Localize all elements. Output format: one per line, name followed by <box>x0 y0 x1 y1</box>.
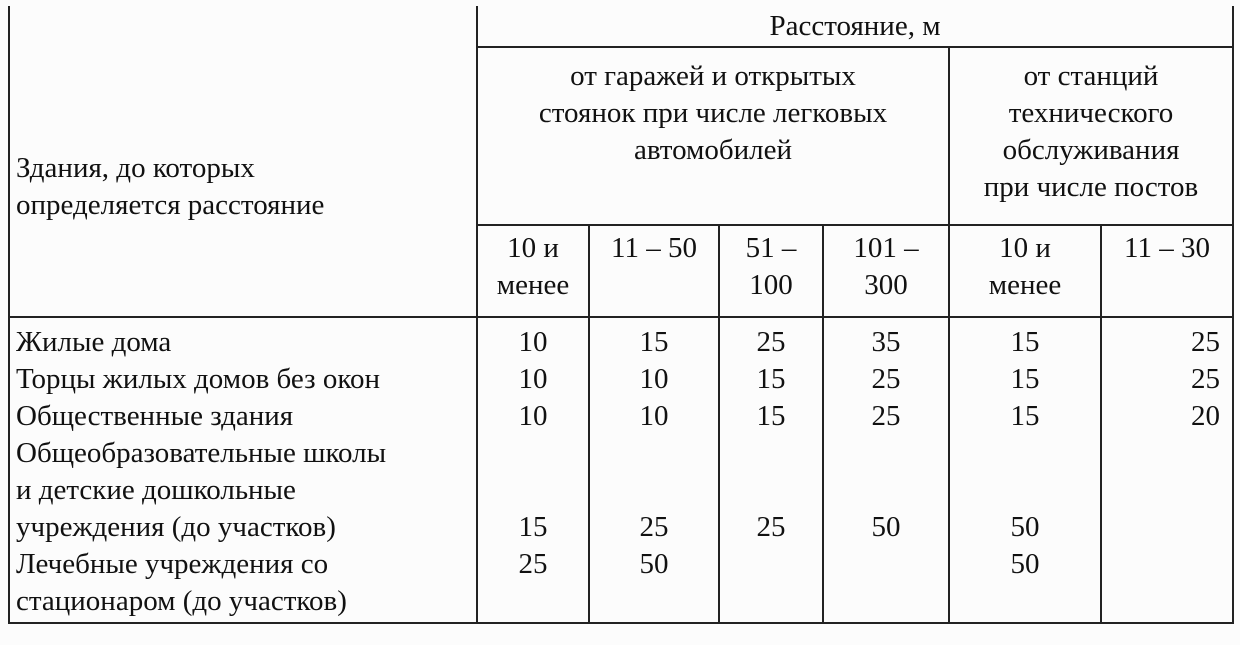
cell: 15 <box>477 435 589 546</box>
subheader-4: 101 – 300 <box>823 225 949 317</box>
subheader-6: 11 – 30 <box>1101 225 1233 317</box>
subheader-2: 11 – 50 <box>589 225 719 317</box>
subheader-3: 51 – 100 <box>719 225 823 317</box>
cell: 25 <box>823 361 949 398</box>
cell: 15 <box>719 361 823 398</box>
cell: 50 <box>823 435 949 546</box>
cell: 10 <box>477 317 589 361</box>
cell: 15 <box>589 317 719 361</box>
row-header-label: Здания, до которых определяется расстояние <box>9 6 477 317</box>
cell: 35 <box>823 317 949 361</box>
cell: 25 <box>589 435 719 546</box>
row-name: Жилые дома <box>9 317 477 361</box>
cell: 15 <box>949 361 1101 398</box>
table-row <box>9 435 1233 546</box>
row-name: Общеобразовательные школы и детские дошкольные учреждения (до участков) <box>9 435 477 546</box>
cell: 25 <box>719 317 823 361</box>
distance-table <box>8 6 1234 624</box>
cell: 50 <box>949 435 1101 546</box>
cell: 10 <box>477 361 589 398</box>
cell: 15 <box>719 398 823 435</box>
cell: 50 <box>589 546 719 624</box>
cell: 25 <box>477 546 589 624</box>
subheader-1: 10 и менее <box>477 225 589 317</box>
cell: 15 <box>949 398 1101 435</box>
cell: 25 <box>1101 361 1233 398</box>
row-name: Торцы жилых домов без окон <box>9 361 477 398</box>
cell: 20 <box>1101 398 1233 435</box>
cell: 10 <box>477 398 589 435</box>
row-name: Общественные здания <box>9 398 477 435</box>
cell <box>1101 435 1233 546</box>
garages-group-header: от гаражей и открытых стоянок при числе легковых автомобилей <box>477 47 949 225</box>
table-row <box>9 361 1233 398</box>
cell: 50 <box>949 546 1101 624</box>
table-row <box>9 317 1233 361</box>
row-name: Лечебные учреждения со стационаром (до участков) <box>9 546 477 624</box>
cell: 15 <box>949 317 1101 361</box>
stations-group-header: от станций технического обслуживания при числе постов <box>949 47 1233 225</box>
table-row <box>9 398 1233 435</box>
cell: 10 <box>589 398 719 435</box>
cell: 10 <box>589 361 719 398</box>
table-row <box>9 546 1233 624</box>
cell <box>719 546 823 624</box>
cell: 25 <box>823 398 949 435</box>
cell: 25 <box>1101 317 1233 361</box>
distance-header: Расстояние, м <box>477 6 1233 47</box>
table-bottom-rule <box>8 622 1232 624</box>
cell <box>1101 546 1233 624</box>
subheader-5: 10 и менее <box>949 225 1101 317</box>
cell: 25 <box>719 435 823 546</box>
cell <box>823 546 949 624</box>
